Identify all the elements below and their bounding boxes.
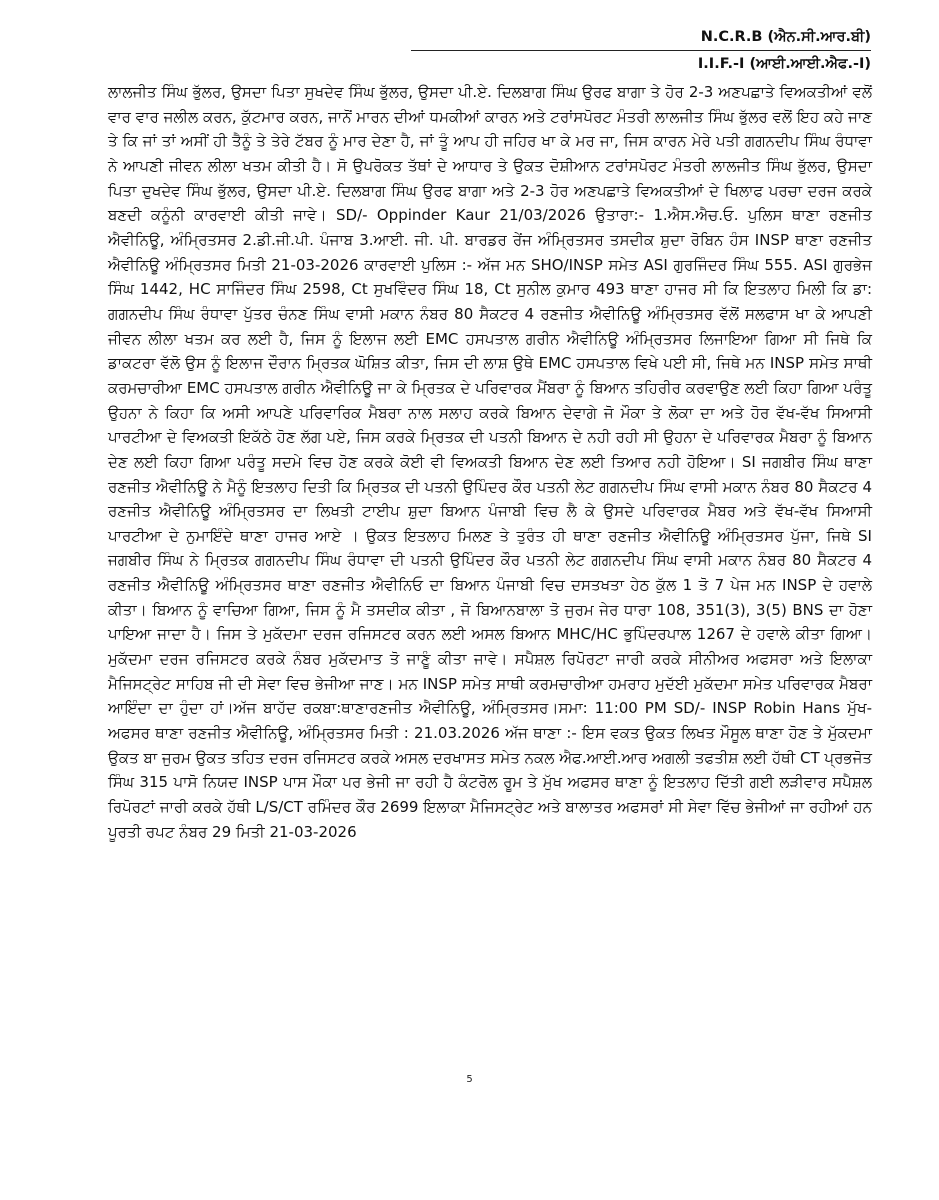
- header-divider: [411, 50, 871, 51]
- document-header: [411, 26, 871, 75]
- page-number: 5: [466, 1074, 473, 1085]
- header-iif-label: I.I.F.-I (ਆਈ.ਆਈ.ਐਫ.-I): [697, 56, 871, 72]
- document-body: [108, 80, 872, 844]
- header-ncrb-label: N.C.R.B (ਐਨ.ਸੀ.ਆਰ.ਬੀ): [700, 29, 871, 45]
- body-paragraph: ਲਾਲਜੀਤ ਸਿੰਘ ਭੁੱਲਰ, ਉਸਦਾ ਪਿਤਾ ਸੁਖਦੇਵ ਸਿੰਘ ਭੁੱਲਰ, ਉਸਦਾ ਪੀ.ਏ. ਦਿਲਬਾਗ ਸਿੰਘ ਉਰਫ ਬਾਗਾ ਤੇ ਹੋਰ 2-3 ਅਣਪਛਾਤੇ ਵਿਅਕਤੀਆਂ ਵਲੋਂ ਵਾਰ ਵਾਰ ਜਲੀਲ ਕਰਨ, ਕੁੱਟਮਾਰ ਕਰਨ, ਜਾਨੋਂ ਮਾਰਨ ਦੀਆਂ ਧਮਕੀਆਂ ਕਾਰਨ ਅਤੇ ਟਰਾਂਸਪੋਰਟ ਮੰਤਰੀ ਲਾਲਜੀਤ ਸਿੰਘ ਭੁੱਲਰ ਵਲੋਂ ਇਹ ਕਹੇ ਜਾਣ ਤੇ ਕਿ ਜਾਂ ਤਾਂ ਅਸੀਂ ਹੀ ਤੈਨੂੰ ਤੇ ਤੇਰੇ ਟੱਬਰ ਨੂੰ ਮਾਰ ਦੇਣਾ ਹੈ, ਜਾਂ ਤੂੰ ਆਪ ਹੀ ਜਹਿਰ ਖਾ ਕੇ ਮਰ ਜਾ, ਜਿਸ ਕਾਰਨ ਮੇਰੇ ਪਤੀ ਗਗਨਦੀਪ ਸਿੰਘ ਰੰਧਾਵਾ ਨੇ ਆਪਣੀ ਜੀਵਨ ਲੀਲਾ ਖਤਮ ਕੀਤੀ ਹੈ। ਸੋ ਉਪਰੋਕਤ ਤੱਥਾਂ ਦੇ ਆਧਾਰ ਤੇ ਉਕਤ ਦੋਸ਼ੀਆਨ ਟਰਾਂਸਪੋਰਟ ਮੰਤਰੀ ਲਾਲਜੀਤ ਸਿੰਘ ਭੁੱਲਰ, ਉਸਦਾ ਪਿਤਾ ਦੁਖਦੇਵ ਸਿੰਘ ਭੁੱਲਰ, ਉਸਦਾ ਪੀ.ਏ. ਦਿਲਬਾਗ ਸਿੰਘ ਉਰਫ ਬਾਗਾ ਅਤੇ 2-3 ਹੋਰ ਅਣਪਛਾਤੇ ਵਿਅਕਤੀਆਂ ਦੇ ਖਿਲਾਫ ਪਰਚਾ ਦਰਜ ਕਰਕੇ ਬਣਦੀ ਕਨੂੰਨੀ ਕਾਰਵਾਈ ਕੀਤੀ ਜਾਵੇ। SD/- Oppinder Kaur 21/03/2026 ਉਤਾਰਾ:- 1.ਐਸ.ਐਚ.ਓ. ਪੁਲਿਸ ਥਾਣਾ ਰਣਜੀਤ ਐਵੀਨਿਊ, ਅੰਮ੍ਰਿਤਸਰ 2.ਡੀ.ਜੀ.ਪੀ. ਪੰਜਾਬ 3.ਆਈ. ਜੀ. ਪੀ. ਬਾਰਡਰ ਰੇਂਜ ਅੰਮ੍ਰਿਤਸਰ ਤਸਦੀਕ ਸ਼ੁਦਾ ਰੋਬਿਨ ਹੰਸ INSP ਥਾਣਾ ਰਣਜੀਤ ਐਵੀਨਿਊ ਅੰਮ੍ਰਿਤਸਰ ਮਿਤੀ 21-03-2026 ਕਾਰਵਾਈ ਪੁਲਿਸ :- ਅੱਜ ਮਨ SHO/INSP ਸਮੇਤ ASI ਗੁਰਜਿੰਦਰ ਸਿੰਘ 555. ASI ਗੁਰਭੇਜ ਸਿੰਘ 1442, HC ਸਾਜਿੰਦਰ ਸਿੰਘ 2598, Ct ਸੁਖਵਿੰਦਰ ਸਿੰਘ 18, Ct ਸੁਨੀਲ ਕੁਮਾਰ 493 ਥਾਣਾ ਹਾਜਰ ਸੀ ਕਿ ਇਤਲਾਹ ਮਿਲੀ ਕਿ ਡਾ: ਗਗਨਦੀਪ ਸਿੰਘ ਰੰਧਾਵਾ ਪੁੱਤਰ ਚੰਨਣ ਸਿੰਘ ਵਾਸੀ ਮਕਾਨ ਨੰਬਰ 80 ਸੈਕਟਰ 4 ਰਣਜੀਤ ਐਵੀਨਿਊ ਅੰਮ੍ਰਿਤਸਰ ਵੱਲੋਂ ਸਲਫਾਸ ਖਾ ਕੇ ਆਪਣੀ ਜੀਵਨ ਲੀਲਾ ਖਤਮ ਕਰ ਲਈ ਹੈ, ਜਿਸ ਨੂੰ ਇਲਾਜ ਲਈ EMC ਹਸਪਤਾਲ ਗਰੀਨ ਐਵੀਨਿਊ ਅੰਮ੍ਰਿਤਸਰ ਲਿਜਾਇਆ ਗਿਆ ਸੀ ਜਿਥੇ ਕਿ ਡਾਕਟਰਾ ਵੱਲੋ ਉਸ ਨੂੰ ਇਲਾਜ ਦੌਰਾਨ ਮ੍ਰਿਤਕ ਘੋਸ਼ਿਤ ਕੀਤਾ, ਜਿਸ ਦੀ ਲਾਸ਼ ਉਥੇ EMC ਹਸਪਤਾਲ ਵਿਖੇ ਪਈ ਸੀ, ਜਿਥੇ ਮਨ INSP ਸਮੇਤ ਸਾਥੀ ਕਰਮਚਾਰੀਆ EMC ਹਸਪਤਾਲ ਗਰੀਨ ਐਵੀਨਿਊ ਜਾ ਕੇ ਮ੍ਰਿਤਕ ਦੇ ਪਰਿਵਾਰਕ ਮੈਂਬਰਾ ਨੂੰ ਬਿਆਨ ਤਹਿਰੀਰ ਕਰਵਾਉਣ ਲਈ ਕਿਹਾ ਗਿਆ ਪਰੰਤੂ ਉਹਨਾ ਨੇ ਕਿਹਾ ਕਿ ਅਸੀ ਆਪਣੇ ਪਰਿਵਾਰਿਕ ਮੈਬਰਾ ਨਾਲ ਸਲਾਹ ਕਰਕੇ ਬਿਆਨ ਦੇਵਾਗੇ ਜੋ ਮੌਕਾ ਤੇ ਲੋਕਾ ਦਾ ਅਤੇ ਹੋਰ ਵੱਖ-ਵੱਖ ਸਿਆਸੀ ਪਾਰਟੀਆ ਦੇ ਵਿਅਕਤੀ ਇਕੱਠੇ ਹੋਣ ਲੱਗ ਪਏ, ਜਿਸ ਕਰਕੇ ਮ੍ਰਿਤਕ ਦੀ ਪਤਨੀ ਬਿਆਨ ਦੇ ਨਹੀ ਰਹੀ ਸੀ ਉਹਨਾ ਦੇ ਪਰਿਵਾਰਕ ਮੈਬਰਾ ਨੂੰ ਬਿਆਨ ਦੇਣ ਲਈ ਕਿਹਾ ਗਿਆ ਪਰੰਤੂ ਸਦਮੇ ਵਿਚ ਹੋਣ ਕਰਕੇ ਕੋਈ ਵੀ ਵਿਅਕਤੀ ਬਿਆਨ ਦੇਣ ਲਈ ਤਿਆਰ ਨਹੀ ਹੋਇਆ। SI ਜਗਬੀਰ ਸਿੰਘ ਥਾਣਾ ਰਣਜੀਤ ਐਵੀਨਿਊ ਨੇ ਮੈਨੂੰ ਇਤਲਾਹ ਦਿਤੀ ਕਿ ਮ੍ਰਿਤਕ ਦੀ ਪਤਨੀ ਉਪਿੰਦਰ ਕੌਰ ਪਤਨੀ ਲੇਟ ਗਗਨਦੀਪ ਸਿੰਘ ਵਾਸੀ ਮਕਾਨ ਨੰਬਰ 80 ਸੈਕਟਰ 4 ਰਣਜੀਤ ਐਵੀਨਿਊ ਅੰਮ੍ਰਿਤਸਰ ਦਾ ਲਿਖਤੀ ਟਾਈਪ ਸ਼ੁਦਾ ਬਿਆਨ ਪੰਜਾਬੀ ਵਿਚ ਲੈ ਕੇ ਉਸਦੇ ਪਰਿਵਾਰਕ ਮੈਬਰ ਅਤੇ ਵੱਖ-ਵੱਖ ਸਿਆਸੀ ਪਾਰਟੀਆ ਦੇ ਨੁਮਾਇੰਦੇ ਥਾਣਾ ਹਾਜਰ ਆਏ । ਉਕਤ ਇਤਲਾਹ ਮਿਲਣ ਤੇ ਤੁਰੰਤ ਹੀ ਥਾਣਾ ਰਣਜੀਤ ਐਵੀਨਿਊ ਅੰਮ੍ਰਿਤਸਰ ਪੁੱਜਾ, ਜਿਥੇ SI ਜਗਬੀਰ ਸਿੰਘ ਨੇ ਮ੍ਰਿਤਕ ਗਗਨਦੀਪ ਸਿੰਘ ਰੰਧਾਵਾ ਦੀ ਪਤਨੀ ਉਪਿੰਦਰ ਕੌਰ ਪਤਨੀ ਲੇਟ ਗਗਨਦੀਪ ਸਿੰਘ ਵਾਸੀ ਮਕਾਨ ਨੰਬਰ 80 ਸੈਕਟਰ 4 ਰਣਜੀਤ ਐਵੀਨਿਊ ਅੰਮ੍ਰਿਤਸਰ ਥਾਣਾ ਰਣਜੀਤ ਐਵੀਨਿਓ ਦਾ ਬਿਆਨ ਪੰਜਾਬੀ ਵਿਚ ਦਸਤਖਤਾ ਹੇਠ ਕੁੱਲ 1 ਤੋ 7 ਪੇਜ ਮਨ INSP ਦੇ ਹਵਾਲੇ ਕੀਤਾ। ਬਿਆਨ ਨੂੰ ਵਾਚਿਆ ਗਿਆ, ਜਿਸ ਨੂੰ ਮੈ ਤਸਦੀਕ ਕੀਤਾ , ਜੋ ਬਿਆਨਬਾਲਾ ਤੋ ਜੁਰਮ ਜੇਰ ਧਾਰਾ 108, 351(3), 3(5) BNS ਦਾ ਹੋਣਾ ਪਾਇਆ ਜਾਦਾ ਹੈ। ਜਿਸ ਤੇ ਮੁਕੱਦਮਾ ਦਰਜ ਰਜਿਸਟਰ ਕਰਨ ਲਈ ਅਸਲ ਬਿਆਨ MHC/HC ਭੁਪਿੰਦਰਪਾਲ 1267 ਦੇ ਹਵਾਲੇ ਕੀਤਾ ਗਿਆ। ਮੁਕੱਦਮਾ ਦਰਜ ਰਜਿਸਟਰ ਕਰਕੇ ਨੰਬਰ ਮੁਕੱਦਮਾਤ ਤੋ ਜਾਣੂੰ ਕੀਤਾ ਜਾਵੇ। ਸਪੈਸ਼ਲ ਰਿਪੋਰਟਾ ਜਾਰੀ ਕਰਕੇ ਸੀਨੀਅਰ ਅਫਸਰਾ ਅਤੇ ਇਲਾਕਾ ਮੈਜਿਸਟ੍ਰੇਟ ਸਾਹਿਬ ਜੀ ਦੀ ਸੇਵਾ ਵਿਚ ਭੇਜੀਆ ਜਾਣ। ਮਨ INSP ਸਮੇਤ ਸਾਥੀ ਕਰਮਚਾਰੀਆ ਹਮਰਾਹ ਮੁਦੱਈ ਮੁਕੱਦਮਾ ਸਮੇਤ ਪਰਿਵਾਰਕ ਮੈਬਰਾ ਆਇੰਦਾ ਦਾ ਹੁੰਦਾ ਹਾਂ।ਅੱਜ ਬਾਹੱਦ ਰਕਬਾ:ਥਾਣਾਰਣਜੀਤ ਐਵੀਨਿਊ, ਅੰਮ੍ਰਿਤਸਰ।ਸਮਾ: 11:00 PM SD/- INSP Robin Hans ਮੁੱਖ-ਅਫਸਰ ਥਾਣਾ ਰਣਜੀਤ ਐਵੀਨਿਊ, ਅੰਮ੍ਰਿਤਸਰ ਮਿਤੀ : 21.03.2026 ਅੱਜ ਥਾਣਾ :- ਇਸ ਵਕਤ ਉਕਤ ਲਿਖਤ ਮੌਸੂਲ ਥਾਣਾ ਹੋਣ ਤੇ ਮੁੱਕਦਮਾ ਉਕਤ ਬਾ ਜੁਰਮ ਉਕਤ ਤਹਿਤ ਦਰਜ ਰਜਿਸਟਰ ਕਰਕੇ ਅਸਲ ਦਰਖਾਸਤ ਸਮੇਤ ਨਕਲ ਐਫ.ਆਈ.ਆਰ ਅਗਲੀ ਤਫਤੀਸ਼ ਲਈ ਹੱਥੀ CT ਪ੍ਰਭਜੋਤ ਸਿੰਘ 315 ਪਾਸੋ ਨਿਯਦ INSP ਪਾਸ ਮੌਕਾ ਪਰ ਭੇਜੀ ਜਾ ਰਹੀ ਹੈ ਕੰਟਰੋਲ ਰੂਮ ਤੇ ਮੁੱਖ ਅਫਸਰ ਥਾਣਾ ਨੂੰ ਇਤਲਾਹ ਦਿੱਤੀ ਗਈ ਲੜੀਵਾਰ ਸਪੈਸ਼ਲ ਰਿਪੋਰਟਾਂ ਜਾਰੀ ਕਰਕੇ ਹੱਥੀ L/S/CT ਰਮਿੰਦਰ ਕੌਰ 2699 ਇਲਾਕਾ ਮੈਜਿਸਟ੍ਰੇਟ ਅਤੇ ਬਾਲਾਤਰ ਅਫਸਰਾਂ ਸੀ ਸੇਵਾ ਵਿੱਚ ਭੇਜੀਆਂ ਜਾ ਰਹੀਆਂ ਹਨ ਪੂਰਤੀ ਰਪਟ ਨੰਬਰ 29 ਮਿਤੀ 21-03-2026: [108, 83, 872, 841]
